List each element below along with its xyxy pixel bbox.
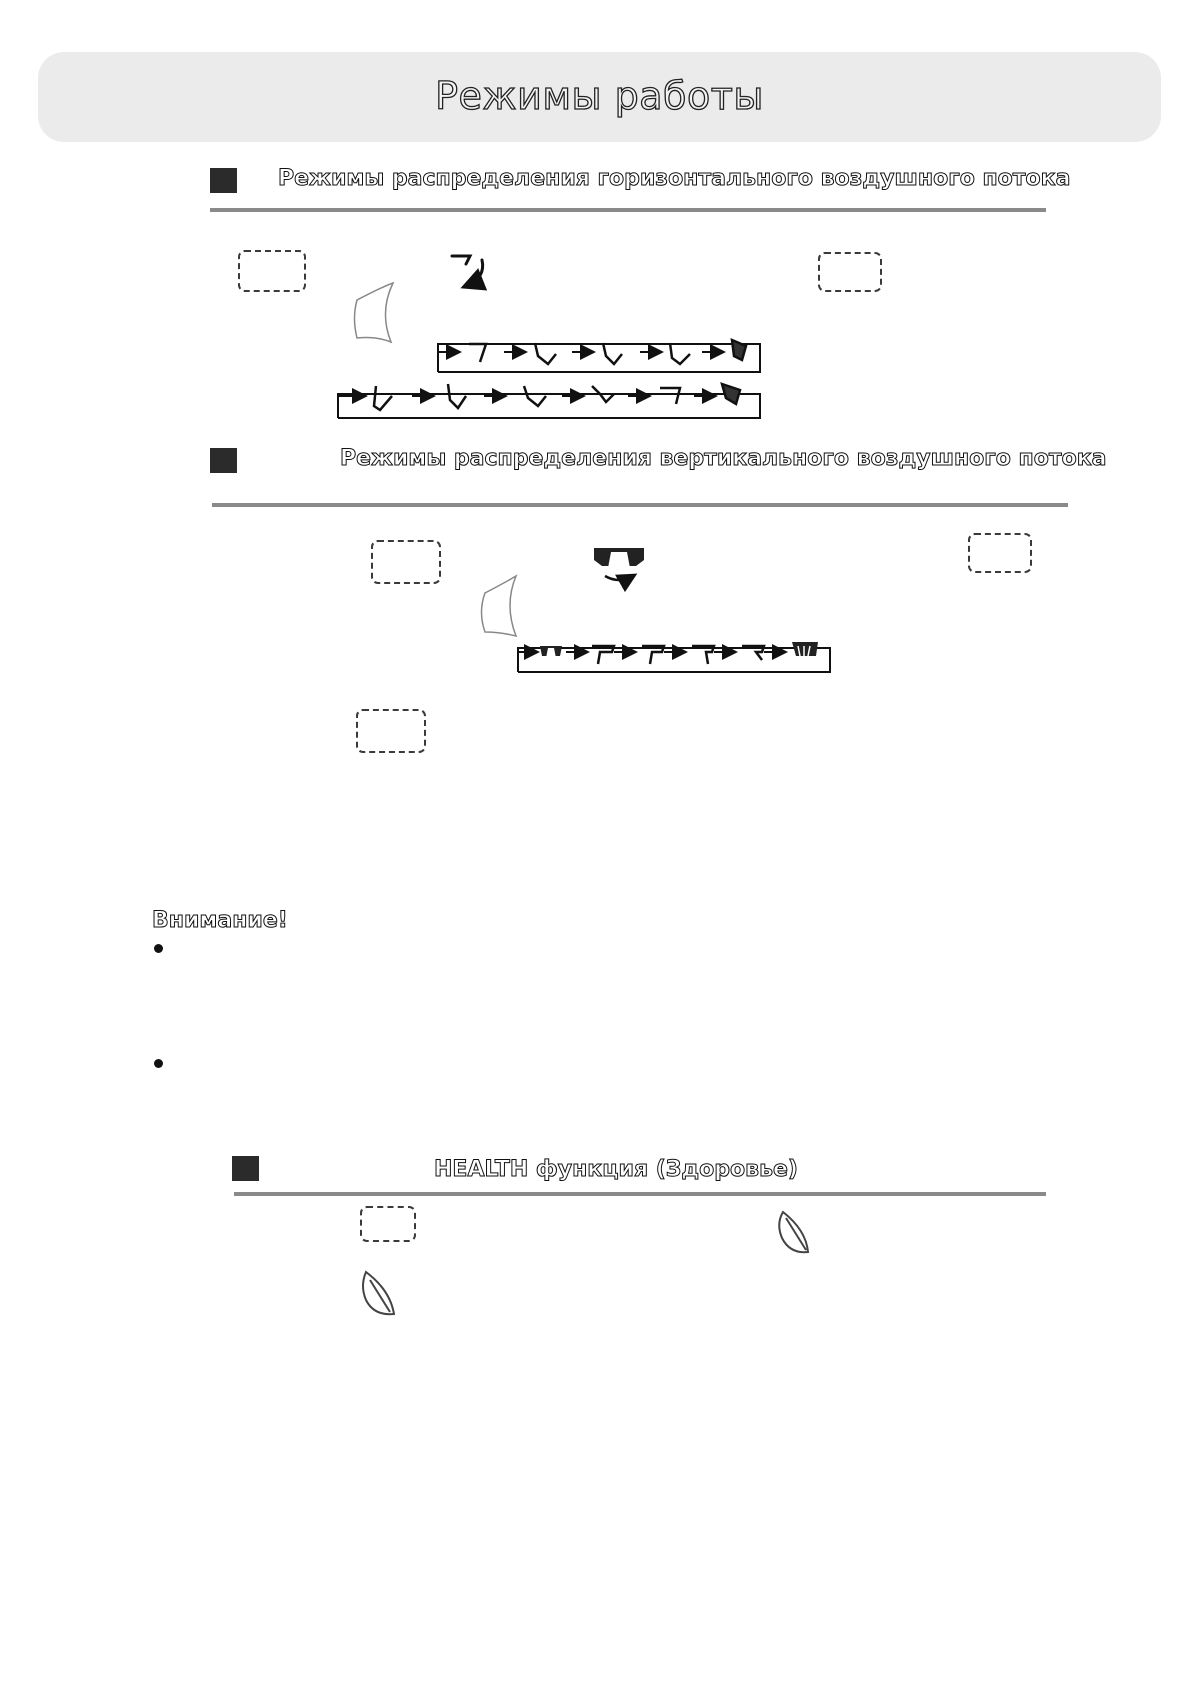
press-wedge-icon [482,576,517,636]
section-title-horizontal: Режимы распределения горизонтального воздушного потока [278,166,1071,191]
horizontal-flow-sequence-2 [338,394,760,418]
horizontal-swing-icon [452,256,483,286]
leaf-icon [363,1272,394,1314]
horizontal-flow-sequence-1 [438,344,760,372]
attention-heading: Внимание! [152,908,288,933]
section-title-health: HEALTH функция (Здоровье) [434,1157,798,1182]
section-title-vertical: Режимы распределения вертикального воздушного потока [340,446,1107,471]
vertical-swing-icon [594,548,644,580]
vertical-flow-sequence [518,648,830,672]
press-wedge-icon [355,283,394,342]
page-title: Режимы работы [435,74,764,118]
leaf-icon [779,1212,808,1252]
